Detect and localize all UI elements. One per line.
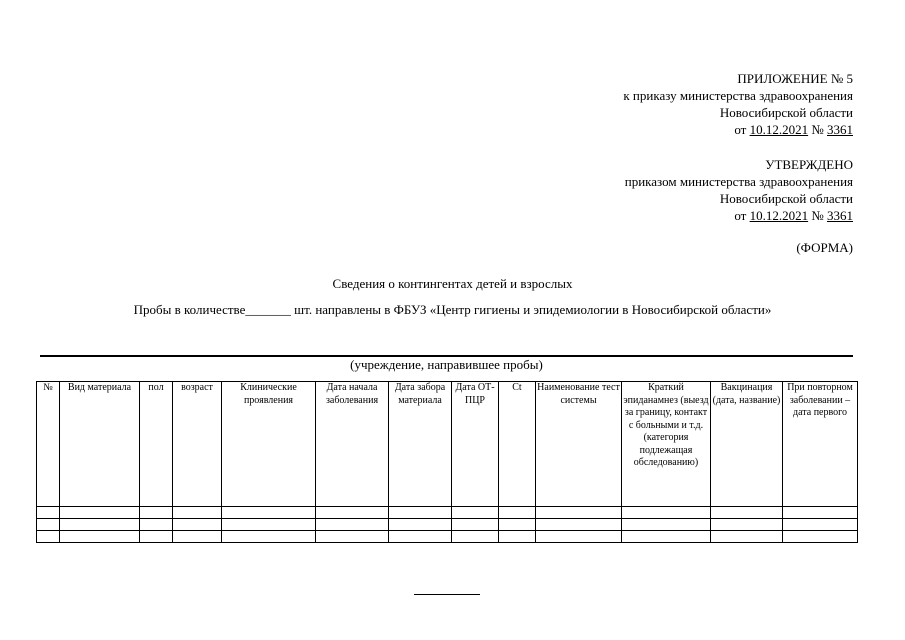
approved-number: 3361 bbox=[827, 208, 853, 223]
appendix-title: ПРИЛОЖЕНИЕ № 5 bbox=[737, 71, 853, 86]
table-cell[interactable] bbox=[222, 507, 316, 519]
col-pcr-date-header: Дата ОТ-ПЦР bbox=[452, 382, 499, 507]
table-cell[interactable] bbox=[222, 531, 316, 543]
table-row bbox=[37, 531, 858, 543]
approved-date: 10.12.2021 bbox=[749, 208, 809, 223]
footer-line bbox=[414, 594, 480, 595]
table-row bbox=[37, 519, 858, 531]
table-cell[interactable] bbox=[536, 519, 622, 531]
table-cell[interactable] bbox=[783, 519, 858, 531]
table-cell[interactable] bbox=[316, 531, 389, 543]
table-cell[interactable] bbox=[37, 519, 60, 531]
table-cell[interactable] bbox=[140, 531, 173, 543]
appendix-date: 10.12.2021 bbox=[749, 122, 809, 137]
col-repeat-disease-header: При повторном заболевании – дата первого bbox=[783, 382, 858, 507]
approved-title: УТВЕРЖДЕНО bbox=[765, 157, 853, 172]
table-cell[interactable] bbox=[711, 531, 783, 543]
appendix-number: 3361 bbox=[827, 122, 853, 137]
col-material-type-header: Вид материала bbox=[60, 382, 140, 507]
approved-from: от bbox=[734, 208, 747, 223]
approved-no: № bbox=[811, 208, 824, 223]
table-cell[interactable] bbox=[60, 531, 140, 543]
approved-date-line bbox=[625, 207, 853, 224]
table-cell[interactable] bbox=[711, 519, 783, 531]
table-cell[interactable] bbox=[711, 507, 783, 519]
col-onset-date-header: Дата начала заболевания bbox=[316, 382, 389, 507]
appendix-from: от bbox=[734, 122, 747, 137]
table-cell[interactable] bbox=[173, 531, 222, 543]
col-age-header: возраст bbox=[173, 382, 222, 507]
table-cell[interactable] bbox=[60, 507, 140, 519]
table-cell[interactable] bbox=[389, 531, 452, 543]
col-ct-header: Ct bbox=[499, 382, 536, 507]
col-vaccination-header: Вакцинация (дата, название) bbox=[711, 382, 783, 507]
table-cell[interactable] bbox=[499, 519, 536, 531]
col-test-system-header: Наименование тест системы bbox=[536, 382, 622, 507]
institution-caption: (учреждение, направившее пробы) bbox=[350, 357, 543, 372]
table-cell[interactable] bbox=[173, 519, 222, 531]
table-cell[interactable] bbox=[37, 531, 60, 543]
approved-order-line: приказом министерства здравоохранения bbox=[624, 174, 853, 189]
table-cell[interactable] bbox=[37, 507, 60, 519]
form-label: (ФОРМА) bbox=[796, 240, 853, 255]
document-title: Сведения о контингентах детей и взрослых bbox=[332, 276, 573, 291]
table-cell[interactable] bbox=[316, 507, 389, 519]
table-cell[interactable] bbox=[622, 519, 711, 531]
table-cell[interactable] bbox=[389, 519, 452, 531]
table-cell[interactable] bbox=[140, 507, 173, 519]
appendix-order-line: к приказу министерства здравоохранения bbox=[623, 88, 853, 103]
table-cell[interactable] bbox=[452, 507, 499, 519]
table-cell[interactable] bbox=[536, 531, 622, 543]
table-cell[interactable] bbox=[389, 507, 452, 519]
appendix-region-line: Новосибирской области bbox=[719, 105, 853, 120]
table-cell[interactable] bbox=[452, 519, 499, 531]
table-cell[interactable] bbox=[783, 507, 858, 519]
col-epid-history-header: Краткий эпиданамнез (выезд за границу, контакт с больными и т.д. (категория подлежащая обследованию) bbox=[622, 382, 711, 507]
table-cell[interactable] bbox=[499, 507, 536, 519]
col-sampling-date-header: Дата забора материала bbox=[389, 382, 452, 507]
appendix-no: № bbox=[811, 122, 824, 137]
table-header-row bbox=[37, 382, 858, 507]
table-cell[interactable] bbox=[622, 507, 711, 519]
table-cell[interactable] bbox=[222, 519, 316, 531]
appendix-date-line bbox=[623, 121, 853, 138]
appendix-block bbox=[623, 70, 853, 138]
table-cell[interactable] bbox=[783, 531, 858, 543]
approved-region-line: Новосибирской области bbox=[719, 191, 853, 206]
col-clinical-header: Клинические проявления bbox=[222, 382, 316, 507]
table-cell[interactable] bbox=[316, 519, 389, 531]
table-cell[interactable] bbox=[499, 531, 536, 543]
table-cell[interactable] bbox=[140, 519, 173, 531]
table-cell[interactable] bbox=[622, 531, 711, 543]
col-number-header: № bbox=[37, 382, 60, 507]
table-cell[interactable] bbox=[536, 507, 622, 519]
col-sex-header: пол bbox=[140, 382, 173, 507]
table-cell[interactable] bbox=[452, 531, 499, 543]
contingent-table bbox=[36, 381, 858, 543]
approved-block bbox=[625, 156, 853, 224]
table-row bbox=[37, 507, 858, 519]
table-cell[interactable] bbox=[60, 519, 140, 531]
table-cell[interactable] bbox=[173, 507, 222, 519]
probes-sent-line: Пробы в количестве_______ шт. направлены в ФБУЗ «Центр гигиены и эпидемиологии в Новосибирской области» bbox=[133, 302, 772, 317]
